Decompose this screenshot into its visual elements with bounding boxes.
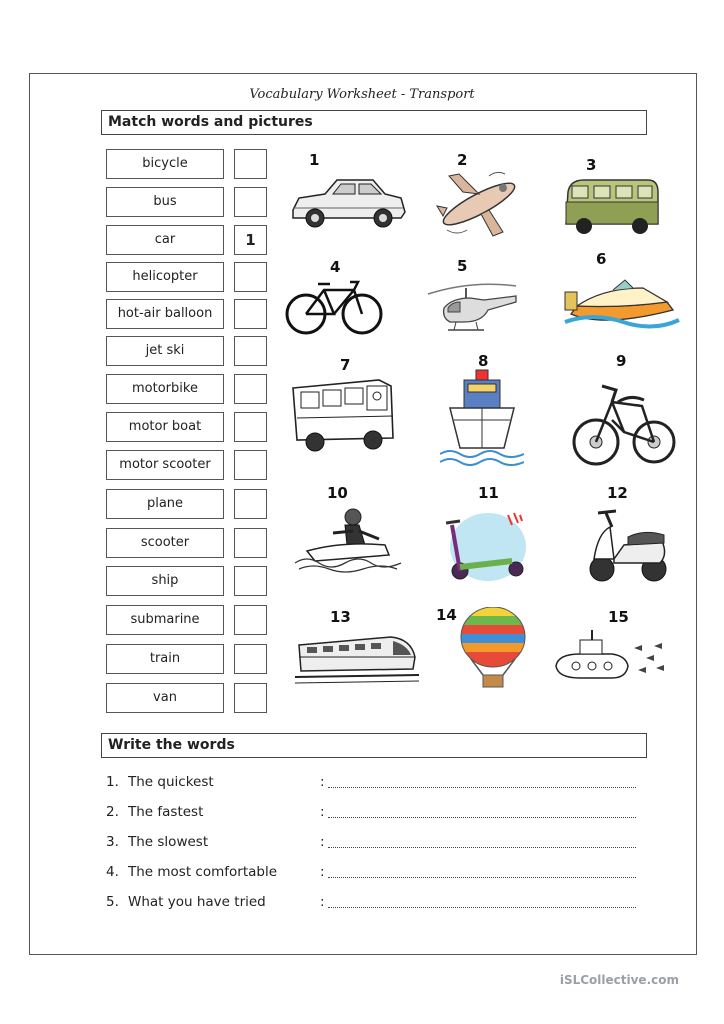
question-colon: : — [320, 864, 325, 880]
bus-icon — [287, 376, 397, 454]
motor-scooter-icon — [584, 505, 670, 587]
question-row — [106, 894, 646, 914]
word-box: car — [106, 225, 224, 255]
word-box: train — [106, 644, 224, 674]
car-icon — [285, 172, 409, 234]
question-row — [106, 864, 646, 884]
answer-line[interactable] — [328, 787, 636, 788]
word-box: van — [106, 683, 224, 713]
picture-number: 12 — [607, 484, 628, 502]
question-text: The most comfortable — [128, 864, 278, 880]
picture-number: 14 — [436, 606, 457, 624]
question-colon: : — [320, 834, 325, 850]
question-row — [106, 834, 646, 854]
picture-number: 3 — [586, 156, 597, 174]
word-box: scooter — [106, 528, 224, 558]
word-box: motorbike — [106, 374, 224, 404]
question-colon: : — [320, 804, 325, 820]
answer-box[interactable] — [234, 262, 267, 292]
word-box: motor scooter — [106, 450, 224, 480]
question-number: 5. — [106, 894, 119, 910]
answer-box[interactable] — [234, 187, 267, 217]
worksheet-title: Vocabulary Worksheet - Transport — [249, 87, 475, 102]
answer-box[interactable] — [234, 566, 267, 596]
submarine-icon — [550, 628, 670, 688]
question-row — [106, 804, 646, 824]
answer-line[interactable] — [328, 877, 636, 878]
picture-number: 2 — [457, 151, 468, 169]
word-box: hot-air balloon — [106, 299, 224, 329]
answer-box[interactable] — [234, 412, 267, 442]
motorbike-icon — [572, 372, 676, 476]
question-number: 4. — [106, 864, 119, 880]
question-row — [106, 774, 646, 794]
answer-box[interactable]: 1 — [234, 225, 267, 255]
answer-box[interactable] — [234, 336, 267, 366]
picture-number: 8 — [478, 352, 489, 370]
answer-line[interactable] — [328, 907, 636, 908]
question-text: The fastest — [128, 804, 204, 820]
answer-box[interactable] — [234, 644, 267, 674]
picture-number: 15 — [608, 608, 629, 626]
picture-number: 4 — [330, 258, 341, 276]
picture-number: 1 — [309, 151, 320, 169]
word-box: bus — [106, 187, 224, 217]
question-colon: : — [320, 774, 325, 790]
watermark: iSLCollective.com — [559, 973, 679, 987]
hot-air-balloon-icon — [457, 607, 529, 689]
picture-number: 11 — [478, 484, 499, 502]
bicycle-icon — [284, 276, 384, 336]
question-number: 2. — [106, 804, 119, 820]
picture-number: 5 — [457, 257, 468, 275]
word-box: helicopter — [106, 262, 224, 292]
plane-icon — [433, 166, 525, 244]
question-colon: : — [320, 894, 325, 910]
word-box: submarine — [106, 605, 224, 635]
question-number: 1. — [106, 774, 119, 790]
answer-line[interactable] — [328, 817, 636, 818]
word-box: bicycle — [106, 149, 224, 179]
answer-line[interactable] — [328, 847, 636, 848]
answer-box[interactable] — [234, 528, 267, 558]
ship-icon — [440, 368, 524, 468]
jet-ski-icon — [293, 505, 403, 573]
picture-number: 7 — [340, 356, 351, 374]
picture-number: 9 — [616, 352, 627, 370]
write-section-header: Write the words — [101, 733, 647, 758]
word-box: jet ski — [106, 336, 224, 366]
answer-box[interactable] — [234, 450, 267, 480]
picture-number: 6 — [596, 250, 607, 268]
answer-box[interactable] — [234, 489, 267, 519]
train-icon — [295, 627, 419, 687]
word-box: plane — [106, 489, 224, 519]
answer-box[interactable] — [234, 605, 267, 635]
word-box: motor boat — [106, 412, 224, 442]
answer-box[interactable] — [234, 374, 267, 404]
answer-box[interactable] — [234, 683, 267, 713]
word-box: ship — [106, 566, 224, 596]
question-text: The slowest — [128, 834, 209, 850]
answer-box[interactable] — [234, 149, 267, 179]
question-number: 3. — [106, 834, 119, 850]
match-section-header: Match words and pictures — [101, 110, 647, 135]
question-text: The quickest — [128, 774, 214, 790]
scooter-icon — [446, 507, 530, 585]
picture-number: 10 — [327, 484, 348, 502]
picture-number: 13 — [330, 608, 351, 626]
answer-box[interactable] — [234, 299, 267, 329]
question-text: What you have tried — [128, 894, 266, 910]
motor-boat-icon — [563, 266, 681, 334]
helicopter-icon — [424, 278, 520, 340]
van-icon — [562, 174, 662, 240]
